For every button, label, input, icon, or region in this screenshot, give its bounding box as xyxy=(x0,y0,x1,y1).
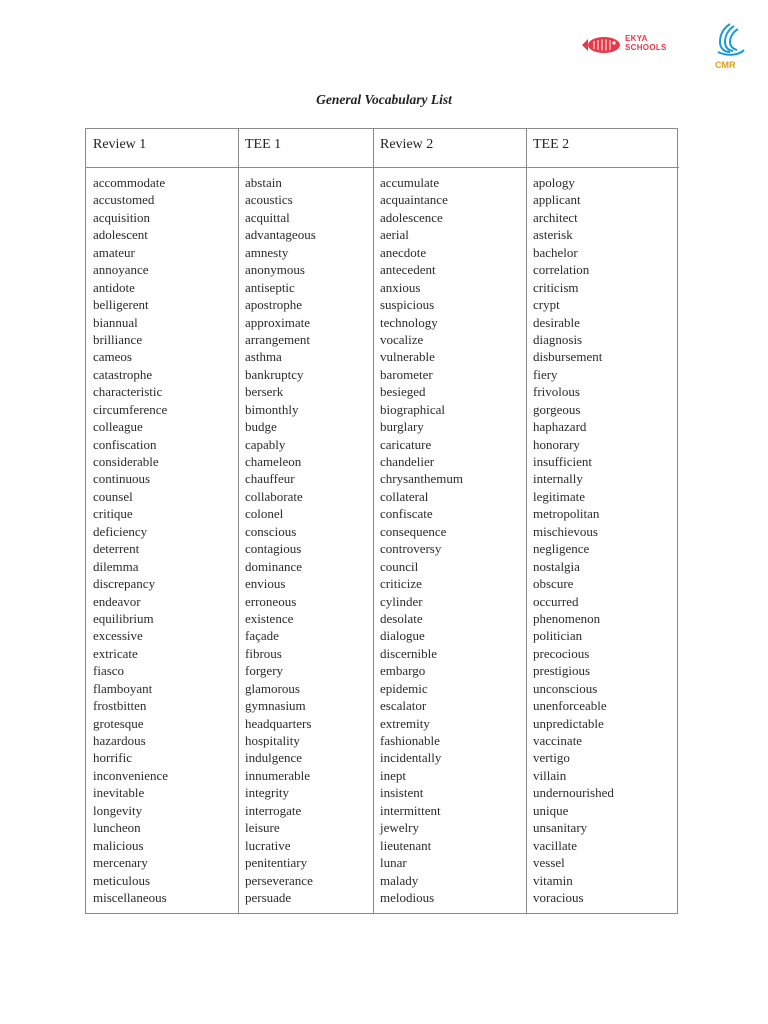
vocabulary-word: grotesque xyxy=(93,715,144,731)
column-header: TEE 1 xyxy=(239,129,374,168)
vocabulary-word: chameleon xyxy=(245,454,302,469)
vocabulary-word: biographical xyxy=(380,401,445,417)
vocabulary-word: precocious xyxy=(533,645,590,661)
vocabulary-word: asthma xyxy=(245,349,282,365)
vocabulary-word: forgery xyxy=(245,663,284,679)
vocabulary-word: biannual xyxy=(93,314,138,330)
vocabulary-word: confiscate xyxy=(380,506,433,522)
vocabulary-word: acoustics xyxy=(245,192,293,208)
swan-icon xyxy=(708,22,750,58)
vocabulary-word: frostbitten xyxy=(93,698,147,714)
vocabulary-word: antecedent xyxy=(380,262,436,278)
vocabulary-word: consequence xyxy=(380,523,447,539)
vocabulary-word: insufficient xyxy=(533,454,592,469)
vocabulary-word: continuous xyxy=(93,471,151,487)
column-review-1 xyxy=(86,129,238,913)
vocabulary-word: chauffeur xyxy=(245,471,295,487)
vocabulary-word: amnesty xyxy=(245,244,289,260)
vocabulary-word: dominance xyxy=(245,558,303,574)
vocabulary-word: caricature xyxy=(380,436,432,452)
vocabulary-word: annoyance xyxy=(93,262,149,278)
vocabulary-word: discrepancy xyxy=(93,576,156,592)
vocabulary-word: lucrative xyxy=(245,837,291,853)
vocabulary-word: luncheon xyxy=(93,820,141,836)
vocabulary-word: unsanitary xyxy=(533,820,588,836)
vocabulary-word: hospitality xyxy=(245,733,300,748)
vocabulary-word: mischievous xyxy=(533,523,598,539)
column-review-2 xyxy=(373,129,527,913)
vocabulary-word: epidemic xyxy=(380,680,428,696)
vocabulary-word: voracious xyxy=(533,889,584,905)
vocabulary-word: negligence xyxy=(533,541,590,557)
vocabulary-word: phenomenon xyxy=(533,610,601,626)
vocabulary-word: escalator xyxy=(380,698,427,714)
vocabulary-word: malicious xyxy=(93,837,144,853)
vocabulary-word: undernourished xyxy=(533,785,614,801)
vocabulary-word: aerial xyxy=(380,227,409,243)
vocabulary-word: criticize xyxy=(380,576,422,592)
vocabulary-word: villain xyxy=(533,767,567,783)
column-tee-1 xyxy=(238,129,374,913)
vocabulary-word: collaborate xyxy=(245,488,303,504)
vocabulary-word: cylinder xyxy=(380,593,423,609)
vocabulary-word: malady xyxy=(380,872,419,888)
vocabulary-word: dialogue xyxy=(380,628,425,644)
vocabulary-word: politician xyxy=(533,628,583,644)
vocabulary-word: catastrophe xyxy=(93,366,153,382)
vocabulary-word: acquaintance xyxy=(380,192,448,208)
vocabulary-word: advantageous xyxy=(245,227,316,243)
column-header: Review 2 xyxy=(374,129,527,168)
vocabulary-word: colonel xyxy=(245,506,284,522)
vocabulary-word: asterisk xyxy=(533,227,573,243)
vocabulary-word: apostrophe xyxy=(245,297,303,313)
vocabulary-word: endeavor xyxy=(93,593,141,609)
vocabulary-word: abstain xyxy=(245,175,282,190)
vocabulary-word: erroneous xyxy=(245,593,297,609)
vocabulary-word: circumference xyxy=(93,401,168,417)
vocabulary-word: belligerent xyxy=(93,297,149,313)
vocabulary-word: persuade xyxy=(245,889,292,905)
vocabulary-word: besieged xyxy=(380,384,426,400)
column-header: TEE 2 xyxy=(527,129,679,168)
vocabulary-word: gorgeous xyxy=(533,401,581,417)
vocabulary-word: budge xyxy=(245,419,277,435)
vocabulary-word: anxious xyxy=(380,279,421,295)
vocabulary-word: metropolitan xyxy=(533,506,600,522)
vocabulary-word: intermittent xyxy=(380,802,441,818)
vocabulary-word: berserk xyxy=(245,384,284,400)
vocabulary-word: unpredictable xyxy=(533,715,604,731)
vocabulary-word: vulnerable xyxy=(380,349,435,365)
vocabulary-word: insistent xyxy=(380,785,424,801)
vocabulary-word: bankruptcy xyxy=(245,366,304,382)
vocabulary-word: prestigious xyxy=(533,663,591,679)
vocabulary-word: vitamin xyxy=(533,872,573,888)
vocabulary-word: desolate xyxy=(380,610,423,626)
vocabulary-word: unenforceable xyxy=(533,698,607,714)
vocabulary-word: amateur xyxy=(93,244,135,260)
vocabulary-word: fibrous xyxy=(245,645,282,661)
vocabulary-word: incidentally xyxy=(380,750,442,766)
vocabulary-word: inevitable xyxy=(93,785,145,801)
vocabulary-word: obscure xyxy=(533,576,574,592)
vocabulary-word: collateral xyxy=(380,488,429,504)
vocabulary-word: perseverance xyxy=(245,872,313,888)
cmr-logo-text: CMR xyxy=(715,60,736,70)
vocabulary-word: legitimate xyxy=(533,488,585,504)
fish-icon xyxy=(580,34,622,56)
vocabulary-word: melodious xyxy=(380,889,435,905)
vocabulary-word: diagnosis xyxy=(533,331,583,347)
vocabulary-word: fiasco xyxy=(93,663,125,679)
vocabulary-word: deficiency xyxy=(93,523,148,539)
vocabulary-word: capably xyxy=(245,436,286,452)
vocabulary-word: accustomed xyxy=(93,192,155,208)
vocabulary-word: acquisition xyxy=(93,209,151,225)
header-logos xyxy=(580,22,750,70)
vocabulary-word: unique xyxy=(533,802,569,818)
vocabulary-word: counsel xyxy=(93,488,133,504)
vocabulary-word: conscious xyxy=(245,523,297,539)
vocabulary-word: equilibrium xyxy=(93,610,154,626)
vocabulary-word: contagious xyxy=(245,541,302,557)
vocabulary-word: colleague xyxy=(93,419,143,435)
vocabulary-word: criticism xyxy=(533,279,579,295)
vocabulary-word: suspicious xyxy=(380,297,435,313)
word-list xyxy=(239,168,374,906)
vocabulary-word: extricate xyxy=(93,645,138,661)
vocabulary-word: approximate xyxy=(245,314,310,330)
vocabulary-word: glamorous xyxy=(245,680,300,696)
vocabulary-word: envious xyxy=(245,576,286,592)
vocabulary-word: fiery xyxy=(533,366,558,382)
vocabulary-word: existence xyxy=(245,610,294,626)
word-list xyxy=(86,168,238,906)
vocabulary-word: anonymous xyxy=(245,262,305,278)
vocabulary-word: crypt xyxy=(533,297,560,313)
page-title: General Vocabulary List xyxy=(316,92,452,107)
column-header: Review 1 xyxy=(86,129,238,168)
vocabulary-word: leisure xyxy=(245,820,280,836)
vocabulary-word: flamboyant xyxy=(93,680,153,696)
vocabulary-word: disbursement xyxy=(533,349,603,365)
vocabulary-word: headquarters xyxy=(245,715,312,731)
vocabulary-word: embargo xyxy=(380,663,426,679)
vocabulary-word: haphazard xyxy=(533,419,587,435)
vocabulary-word: interrogate xyxy=(245,802,302,818)
vocabulary-word: deterrent xyxy=(93,541,140,557)
vocabulary-word: unconscious xyxy=(533,680,598,696)
vocabulary-word: characteristic xyxy=(93,384,163,400)
vocabulary-word: anecdote xyxy=(380,244,427,260)
vocabulary-word: vertigo xyxy=(533,750,570,766)
column-tee-2 xyxy=(526,129,679,913)
vocabulary-word: innumerable xyxy=(245,767,310,783)
vocabulary-word: gymnasium xyxy=(245,698,306,714)
vocabulary-word: jewelry xyxy=(380,820,419,836)
vocabulary-word: fashionable xyxy=(380,733,440,748)
vocabulary-word: brilliance xyxy=(93,331,143,347)
vocabulary-word: lunar xyxy=(380,855,407,871)
word-list xyxy=(527,168,679,906)
vocabulary-word: antidote xyxy=(93,279,135,295)
vocabulary-word: arrangement xyxy=(245,331,310,347)
vocabulary-word: desirable xyxy=(533,314,580,330)
vocabulary-word: cameos xyxy=(93,349,132,365)
vocabulary-word: chrysanthemum xyxy=(380,471,464,487)
vocabulary-word: horrific xyxy=(93,750,132,766)
vocabulary-word: vacillate xyxy=(533,837,578,853)
vocabulary-word: longevity xyxy=(93,802,143,818)
word-list xyxy=(374,168,527,906)
vocabulary-word: considerable xyxy=(93,454,159,469)
vocabulary-word: apology xyxy=(533,175,575,190)
vocabulary-word: excessive xyxy=(93,628,143,644)
vocabulary-word: acquittal xyxy=(245,209,290,225)
vocabulary-word: vaccinate xyxy=(533,733,583,748)
vocabulary-word: accommodate xyxy=(93,175,166,190)
vocabulary-word: discernible xyxy=(380,645,438,661)
vocabulary-word: bimonthly xyxy=(245,401,299,417)
ekya-logo-text: EKYA xyxy=(625,34,648,43)
vocabulary-word: correlation xyxy=(533,262,590,278)
vocabulary-word: penitentiary xyxy=(245,855,308,871)
vocabulary-table xyxy=(85,128,678,914)
vocabulary-word: frivolous xyxy=(533,384,580,400)
vocabulary-word: meticulous xyxy=(93,872,151,888)
vocabulary-word: bachelor xyxy=(533,244,578,260)
vocabulary-word: barometer xyxy=(380,366,433,382)
vocabulary-word: miscellaneous xyxy=(93,889,167,905)
vocabulary-word: accumulate xyxy=(380,175,440,190)
vocabulary-word: honorary xyxy=(533,436,580,452)
vocabulary-word: applicant xyxy=(533,192,581,208)
vocabulary-word: antiseptic xyxy=(245,279,295,295)
vocabulary-word: mercenary xyxy=(93,855,148,871)
vocabulary-word: vocalize xyxy=(380,331,424,347)
vocabulary-word: hazardous xyxy=(93,733,146,748)
vocabulary-word: extremity xyxy=(380,715,430,731)
vocabulary-word: integrity xyxy=(245,785,290,801)
vocabulary-word: nostalgia xyxy=(533,558,580,574)
vocabulary-word: inconvenience xyxy=(93,767,169,783)
cmr-logo xyxy=(708,22,750,70)
vocabulary-word: chandelier xyxy=(380,454,435,469)
vocabulary-word: adolescent xyxy=(93,227,148,243)
vocabulary-word: occurred xyxy=(533,593,579,609)
vocabulary-word: indulgence xyxy=(245,750,303,766)
vocabulary-word: inept xyxy=(380,767,406,783)
ekya-schools-logo xyxy=(580,30,700,62)
vocabulary-word: confiscation xyxy=(93,436,157,452)
vocabulary-word: burglary xyxy=(380,419,424,435)
vocabulary-word: lieutenant xyxy=(380,837,432,853)
vocabulary-word: architect xyxy=(533,209,578,225)
vocabulary-word: technology xyxy=(380,314,438,330)
vocabulary-word: adolescence xyxy=(380,209,443,225)
vocabulary-word: internally xyxy=(533,471,583,487)
vocabulary-word: façade xyxy=(245,628,279,644)
vocabulary-word: dilemma xyxy=(93,558,139,574)
schools-logo-text: SCHOOLS xyxy=(625,43,667,52)
vocabulary-word: council xyxy=(380,558,419,574)
vocabulary-word: controversy xyxy=(380,541,442,557)
vocabulary-word: vessel xyxy=(533,855,565,871)
vocabulary-word: critique xyxy=(93,506,133,522)
